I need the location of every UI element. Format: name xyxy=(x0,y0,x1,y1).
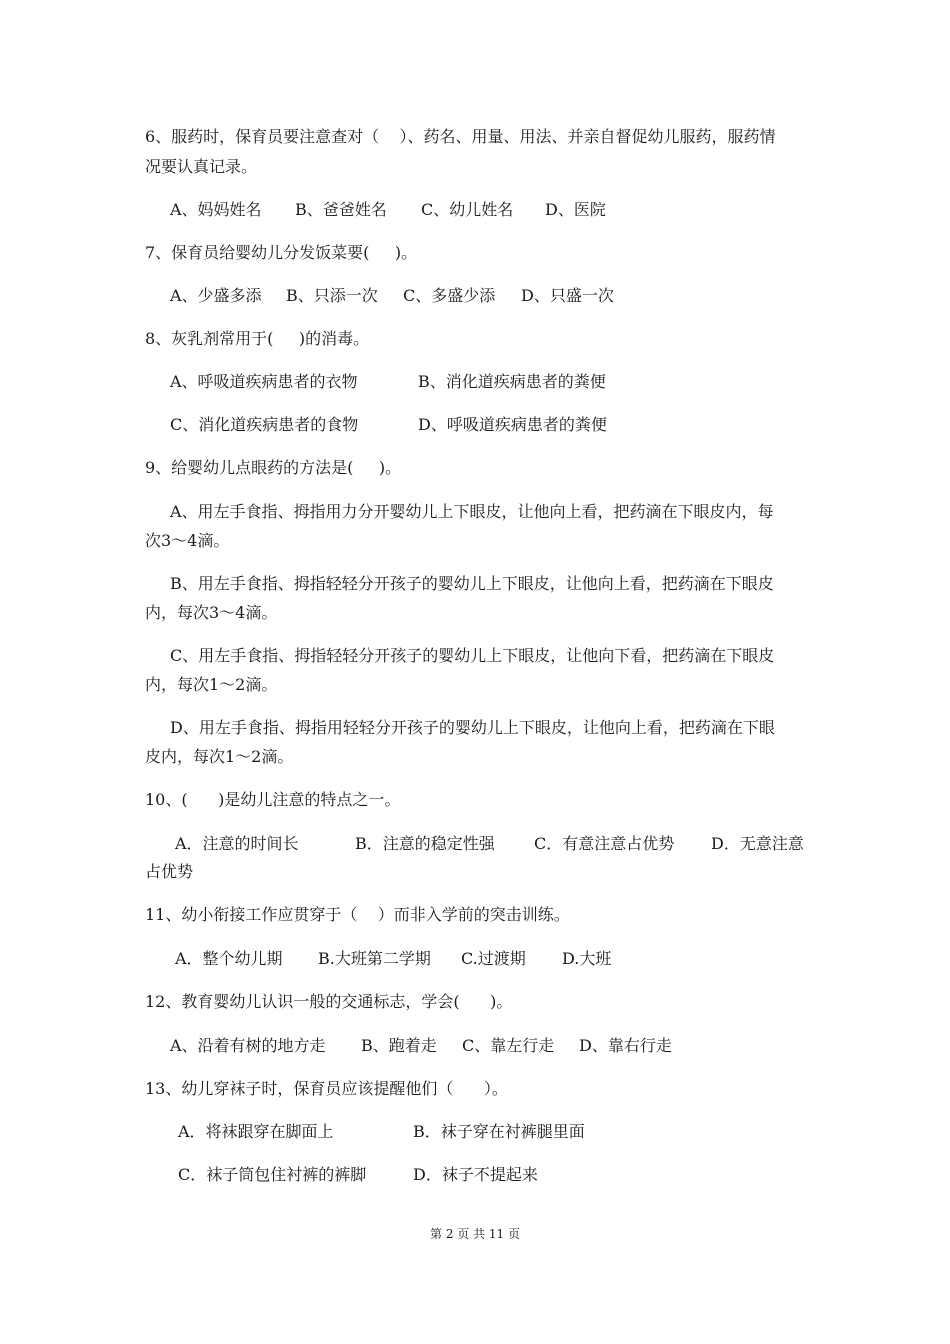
question-8-option-c: C、消化道疾病患者的食物 xyxy=(170,415,359,434)
question-12-option-d: D、靠右行走 xyxy=(579,1036,672,1055)
page-footer: 第 2 页 共 11 页 xyxy=(430,1227,520,1241)
question-10-option-b: B．注意的稳定性强 xyxy=(355,834,495,853)
question-7-option-d: D、只盛一次 xyxy=(521,286,614,305)
question-9-option-d-line-1: D、用左手食指、拇指用轻轻分开孩子的婴幼儿上下眼皮，让他向上看，把药滴在下眼 xyxy=(170,718,775,737)
question-13-option-b: B．袜子穿在衬裤腿里面 xyxy=(413,1122,585,1141)
question-6-option-c: C、幼儿姓名 xyxy=(421,200,514,219)
question-6-option-b: B、爸爸姓名 xyxy=(295,200,387,219)
question-6-line-2: 况要认真记录。 xyxy=(145,157,258,176)
question-13-option-a: A．将袜跟穿在脚面上 xyxy=(178,1122,334,1141)
question-10-line-1: 10、( )是幼儿注意的特点之一。 xyxy=(145,790,401,809)
question-12-option-b: B、跑着走 xyxy=(361,1036,437,1055)
question-9-option-a-line-1: A、用左手食指、拇指用力分开婴幼儿上下眼皮，让他向上看，把药滴在下眼皮内，每 xyxy=(170,502,774,521)
question-10-option-c: C．有意注意占优势 xyxy=(534,834,675,853)
question-10-option-d: D．无意注意 xyxy=(711,834,804,853)
question-7-line-1: 7、保育员给婴幼儿分发饭菜要( )。 xyxy=(145,243,418,262)
question-9-option-b-line-1: B、用左手食指、拇指轻轻分开孩子的婴幼儿上下眼皮，让他向上看，把药滴在下眼皮 xyxy=(170,574,774,593)
question-8-option-d: D、呼吸道疾病患者的粪便 xyxy=(418,415,607,434)
question-6-option-d: D、医院 xyxy=(545,200,606,219)
question-9-option-c-line-1: C、用左手食指、拇指轻轻分开孩子的婴幼儿上下眼皮，让他向下看，把药滴在下眼皮 xyxy=(170,646,775,665)
question-8-line-1: 8、灰乳剂常用于( )的消毒。 xyxy=(145,329,370,348)
question-7-option-b: B、只添一次 xyxy=(286,286,378,305)
question-13-line-1: 13、幼儿穿袜子时，保育员应该提醒他们（ ）。 xyxy=(145,1079,508,1098)
question-6-option-a: A、妈妈姓名 xyxy=(170,200,262,219)
question-9-line-1: 9、给婴幼儿点眼药的方法是( )。 xyxy=(145,458,402,477)
question-9-option-d-line-2: 皮内，每次1～2滴。 xyxy=(145,747,294,766)
question-11-option-a: A．整个幼儿期 xyxy=(175,949,283,968)
question-10-option-d-cont: 占优势 xyxy=(145,862,194,881)
question-11-line-1: 11、幼小衔接工作应贯穿于（ ）而非入学前的突击训练。 xyxy=(145,905,570,924)
question-11-option-b: B.大班第二学期 xyxy=(318,949,431,968)
question-12-option-c: C、靠左行走 xyxy=(462,1036,555,1055)
question-9-option-c-line-2: 内，每次1～2滴。 xyxy=(145,675,278,694)
question-10-option-a: A．注意的时间长 xyxy=(175,834,299,853)
question-12-option-a: A、沿着有树的地方走 xyxy=(170,1036,326,1055)
question-8-option-b: B、消化道疾病患者的粪便 xyxy=(418,372,606,391)
question-9-option-a-line-2: 次3～4滴。 xyxy=(145,531,230,550)
question-7-option-c: C、多盛少添 xyxy=(403,286,496,305)
question-8-option-a: A、呼吸道疾病患者的衣物 xyxy=(170,372,358,391)
question-13-option-c: C．袜子筒包住衬裤的裤脚 xyxy=(178,1165,367,1184)
question-13-option-d: D．袜子不提起来 xyxy=(413,1165,538,1184)
question-7-option-a: A、少盛多添 xyxy=(170,286,262,305)
question-6-line-1: 6、服药时，保育员要注意查对（ ）、药名、用量、用法、并亲自督促幼儿服药，服药情 xyxy=(145,127,776,146)
question-12-line-1: 12、教育婴幼儿认识一般的交通标志，学会( )。 xyxy=(145,992,513,1011)
question-11-option-d: D.大班 xyxy=(562,949,612,968)
question-11-option-c: C.过渡期 xyxy=(461,949,526,968)
question-9-option-b-line-2: 内，每次3～4滴。 xyxy=(145,603,278,622)
